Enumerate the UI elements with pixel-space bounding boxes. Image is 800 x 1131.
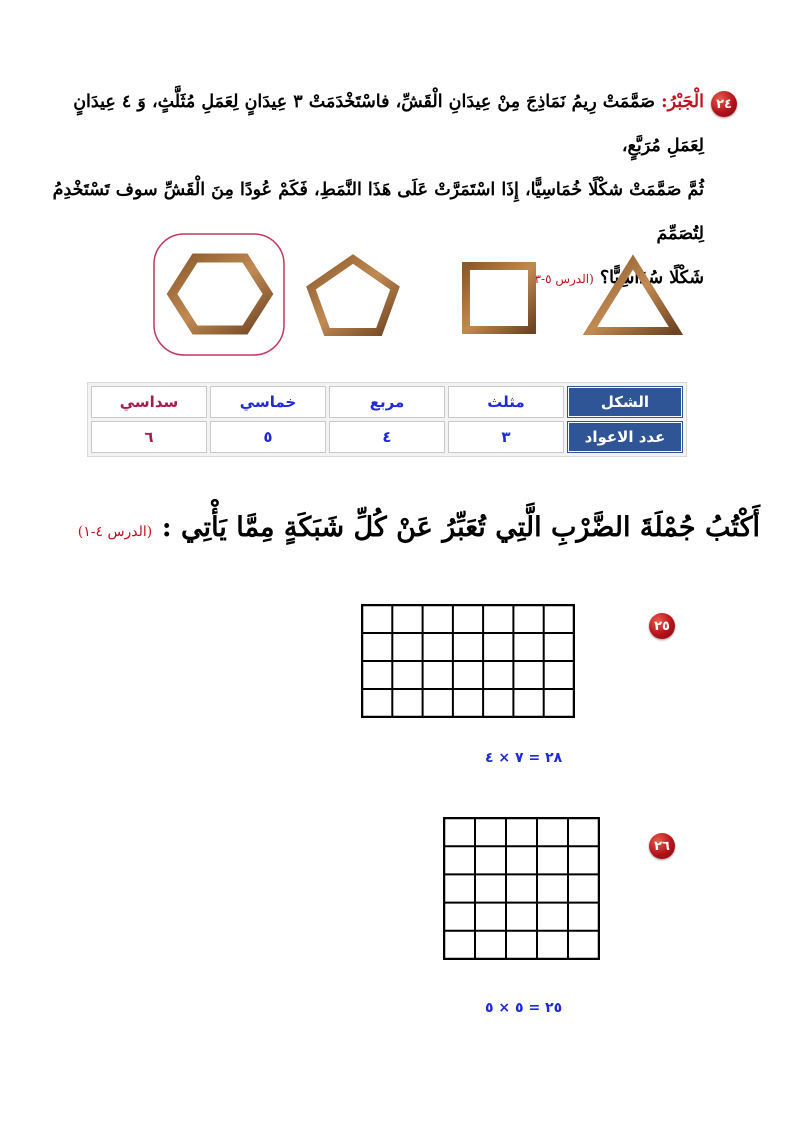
- table-row-count: [91, 421, 683, 453]
- problem-number-badge: [649, 613, 675, 639]
- grid-4x7: [361, 604, 575, 718]
- shapes-figure: [140, 228, 700, 363]
- triangle-icon: [590, 262, 676, 331]
- problem-number: ٢٤: [716, 96, 732, 112]
- grid-5x5: [443, 817, 600, 960]
- line3: شَكْلًا سُدَاسِيًّا؟: [599, 268, 704, 288]
- problem-line-2: ثُمَّ صَمَّمَتْ شكْلًا خُمَاسِيًّا، إِذَا اسْتَمَرَّتْ عَلَى هَذَا النَّمَطِ، فَكَمْ عُودًا مِنَ الْقَشِّ سوف تَسْتَخْدِمُ لِتُصَمِّمَ: [52, 180, 704, 244]
- table-cell: مثلث: [448, 386, 564, 418]
- table-cell: ٥: [210, 421, 326, 453]
- table-row-shape: [91, 386, 683, 418]
- table-cell: خماسي: [210, 386, 326, 418]
- number: ٢٦: [654, 838, 670, 854]
- text: أَكْتُبُ جُمْلَةَ الضَّرْبِ الَّتِي تُعَبِّرُ عَنْ كُلِّ شَبَكَةٍ مِمَّا يَأْتِي :: [161, 512, 760, 543]
- sticks-table: [87, 382, 687, 457]
- table-cell: ٤: [329, 421, 445, 453]
- equation-25: ٢٨ = ٧ × ٤: [485, 750, 563, 766]
- line1: صَمَّمَتْ رِيمُ نَمَاذِجَ مِنْ عِيدَانِ الْقَشِّ، فاسْتَخْدَمَتْ ٣ عِيدَانٍ لِعَمَلِ مُثَلَّثٍ، وَ ٤ عِيدَانٍ لِعَمَلِ مُرَبَّعٍ،: [73, 92, 704, 156]
- problem-line-1: [40, 80, 704, 168]
- problem-lead: الْجَبْرُ:: [661, 92, 704, 112]
- lesson-ref: (الدرس ٥-٣): [529, 272, 594, 286]
- hexagon-icon: [172, 258, 268, 330]
- table-cell: ٣: [448, 421, 564, 453]
- table-cell: مربع: [329, 386, 445, 418]
- equation-26: ٢٥ = ٥ × ٥: [485, 1000, 563, 1016]
- table-cell-highlight: ٦: [91, 421, 207, 453]
- lesson-ref: (الدرس ٤-١): [77, 524, 153, 540]
- square-icon: [466, 266, 532, 330]
- table-cell-highlight: سداسي: [91, 386, 207, 418]
- instruction: [78, 512, 760, 543]
- problem-number-badge: [711, 91, 737, 117]
- pentagon-icon: [311, 259, 395, 332]
- number: ٢٥: [654, 618, 670, 634]
- table-head-shape: الشكل: [567, 386, 683, 418]
- problem-number-badge: [649, 833, 675, 859]
- table-head-count: عدد الاعواد: [567, 421, 683, 453]
